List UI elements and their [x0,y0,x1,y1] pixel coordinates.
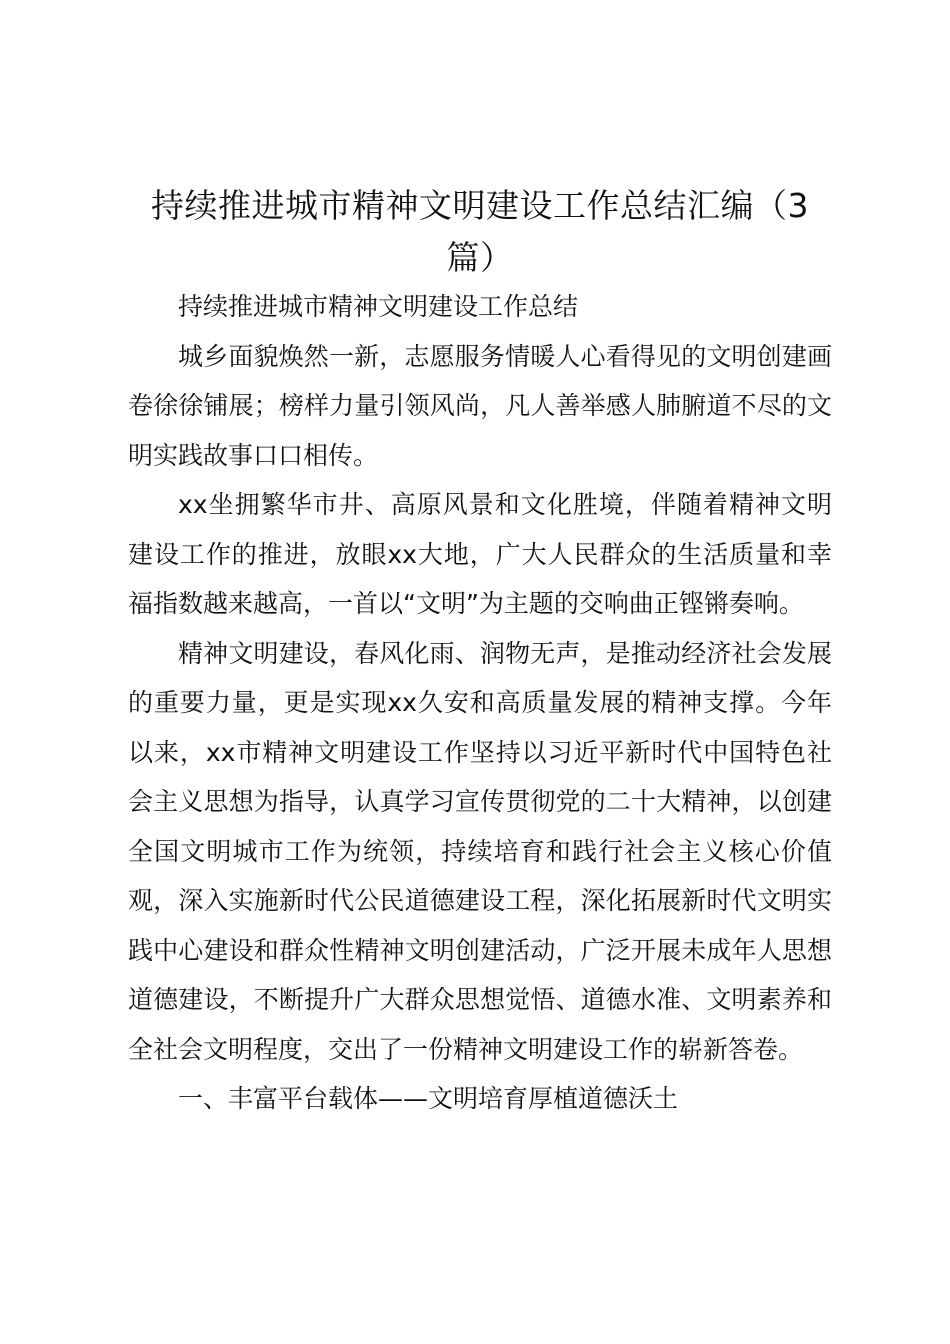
body-paragraph: 城乡面貌焕然一新，志愿服务情暖人心看得见的文明创建画卷徐徐铺展；榜样力量引领风尚，凡人善举感人肺腑道不尽的文明实践故事口口相传。 [128,341,832,470]
body-paragraph: 精神文明建设，春风化雨、润物无声，是推动经济社会发展的重要力量，更是实现xx久安和高质量发展的精神支撑。今年以来，xx市精神文明建设工作坚持以习近平新时代中国特色社会主义思想为指导，认真学习宣传贯彻党的二十大精神，以创建全国文明城市工作为统领，持续培育和践行社会主义核心价值观，深入实施新时代公民道德建设工程，深化拓展新时代文明实践中心建设和群众性精神文明创建活动，广泛开展未成年人思想道德建设，不断提升广大群众思想觉悟、道德水准、文明素养和全社会文明程度，交出了一份精神文明建设工作的崭新答卷。 [128,638,832,1064]
section-heading: 一、丰富平台载体——文明培育厚植道德沃土 [178,1084,679,1113]
document-body [128,282,832,1124]
subtitle-paragraph: 持续推进城市精神文明建设工作总结 [178,292,579,321]
body-paragraph: xx坐拥繁华市井、高原风景和文化胜境，伴随着精神文明建设工作的推进，放眼xx大地，广大人民群众的生活质量和幸福指数越来越高，一首以“文明”为主题的交响曲正铿锵奏响。 [128,490,832,618]
document-title: 持续推进城市精神文明建设工作总结汇编（3篇） [151,186,809,277]
